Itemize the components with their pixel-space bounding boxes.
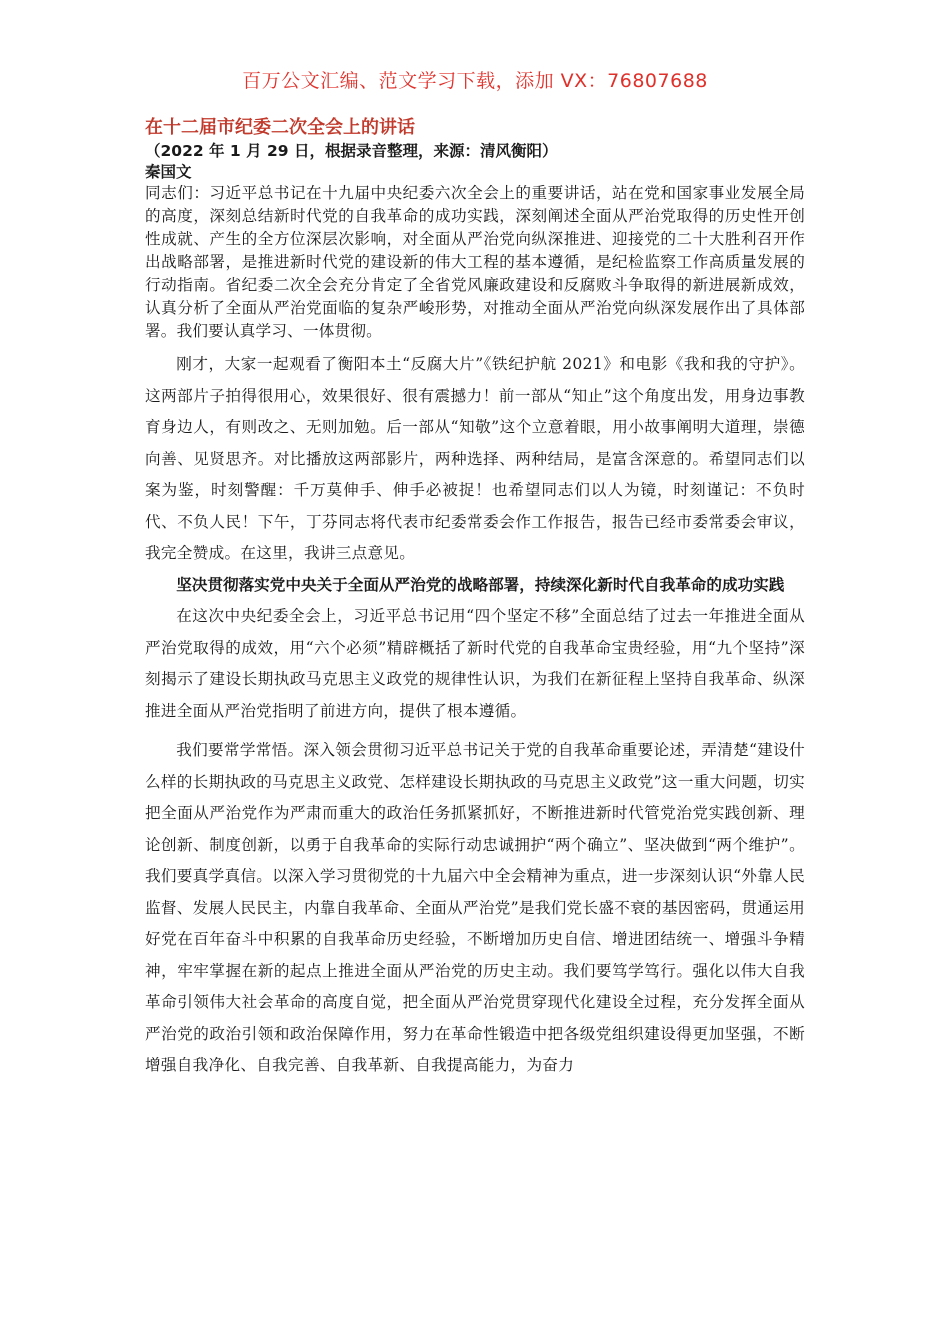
- body-paragraph-2: 在这次中央纪委全会上，习近平总书记用“四个坚定不移”全面总结了过去一年推进全面从严治党取得的成效，用“六个必须”精辟概括了新时代党的自我革命宝贵经验，用“九个坚持”深刻揭示了建设长期执政马克思主义政党的规律性认识，为我们在新征程上坚持自我革命、纵深推进全面从严治党指明了前进方向，提供了根本遵循。: [145, 607, 805, 720]
- promo-banner: 百万公文汇编、范文学习下载，添加 VX：76807688: [242, 70, 708, 92]
- body-paragraph-3: 我们要常学常悟。深入领会贯彻习近平总书记关于党的自我革命重要论述，弄清楚“建设什么样的长期执政的马克思主义政党、怎样建设长期执政的马克思主义政党”这一重大问题，切实把全面从严治党作为严肃而重大的政治任务抓紧抓好，不断推进新时代管党治党实践创新、理论创新、制度创新，以勇于自我革命的实际行动忠诚拥护“两个确立”、坚决做到“两个维护”。我们要真学真信。以深入学习贯彻党的十九届六中全会精神为重点，进一步深刻认识“外靠人民监督、发展人民民主，内靠自我革命、全面从严治党”是我们党长盛不衰的基因密码，贯通运用好党在百年奋斗中积累的自我革命历史经验，不断增加历史自信、增进团结统一、增强斗争精神，牢牢掌握在新的起点上推进全面从严治党的历史主动。我们要笃学笃行。强化以伟大自我革命引领伟大社会革命的高度自觉，把全面从严治党贯穿现代化建设全过程，充分发挥全面从严治党的政治引领和政治保障作用，努力在革命性锻造中把各级党组织建设得更加坚强，不断增强自我净化、自我完善、自我革新、自我提高能力，为奋力: [145, 741, 805, 1074]
- document-date-source: （2022 年 1 月 29 日，根据录音整理，来源：清风衡阳）: [145, 142, 558, 160]
- section-heading-1: 坚决贯彻落实党中央关于全面从严治党的战略部署，持续深化新时代自我革命的成功实践: [176, 575, 785, 594]
- document-body: [145, 116, 805, 1082]
- document-title: 在十二届市纪委二次全会上的讲话: [145, 117, 415, 138]
- document-author: 秦国文: [145, 163, 192, 181]
- intro-paragraph: 同志们：习近平总书记在十九届中央纪委六次全会上的重要讲话，站在党和国家事业发展全局的高度，深刻总结新时代党的自我革命的成功实践，深刻阐述全面从严治党取得的历史性开创性成就、产生的全方位深层次影响，对全面从严治党向纵深推进、迎接党的二十大胜利召开作出战略部署，是推进新时代党的建设新的伟大工程的基本遵循，是纪检监察工作高质量发展的行动指南。省纪委二次全会充分肯定了全省党风廉政建设和反腐败斗争取得的新进展新成效，认真分析了全面从严治党面临的复杂严峻形势，对推动全面从严治党向纵深发展作出了具体部署。我们要认真学习、一体贯彻。: [145, 184, 805, 340]
- body-paragraph-1: 刚才，大家一起观看了衡阳本土“反腐大片”《铁纪护航 2021》和电影《我和我的守护》。这两部片子拍得很用心，效果很好、很有震撼力！前一部从“知止”这个角度出发，用身边事教育身边人，有则改之、无则加勉。后一部从“知敬”这个立意着眼，用小故事阐明大道理，崇德向善、见贤思齐。对比播放这两部影片，两种选择、两种结局，是富含深意的。希望同志们以案为鉴，时刻警醒：千万莫伸手、伸手必被捉！也希望同志们以人为镜，时刻谨记：不负时代、不负人民！下午，丁芬同志将代表市纪委常委会作工作报告，报告已经市委常委会审议，我完全赞成。在这里，我讲三点意见。: [145, 355, 805, 562]
